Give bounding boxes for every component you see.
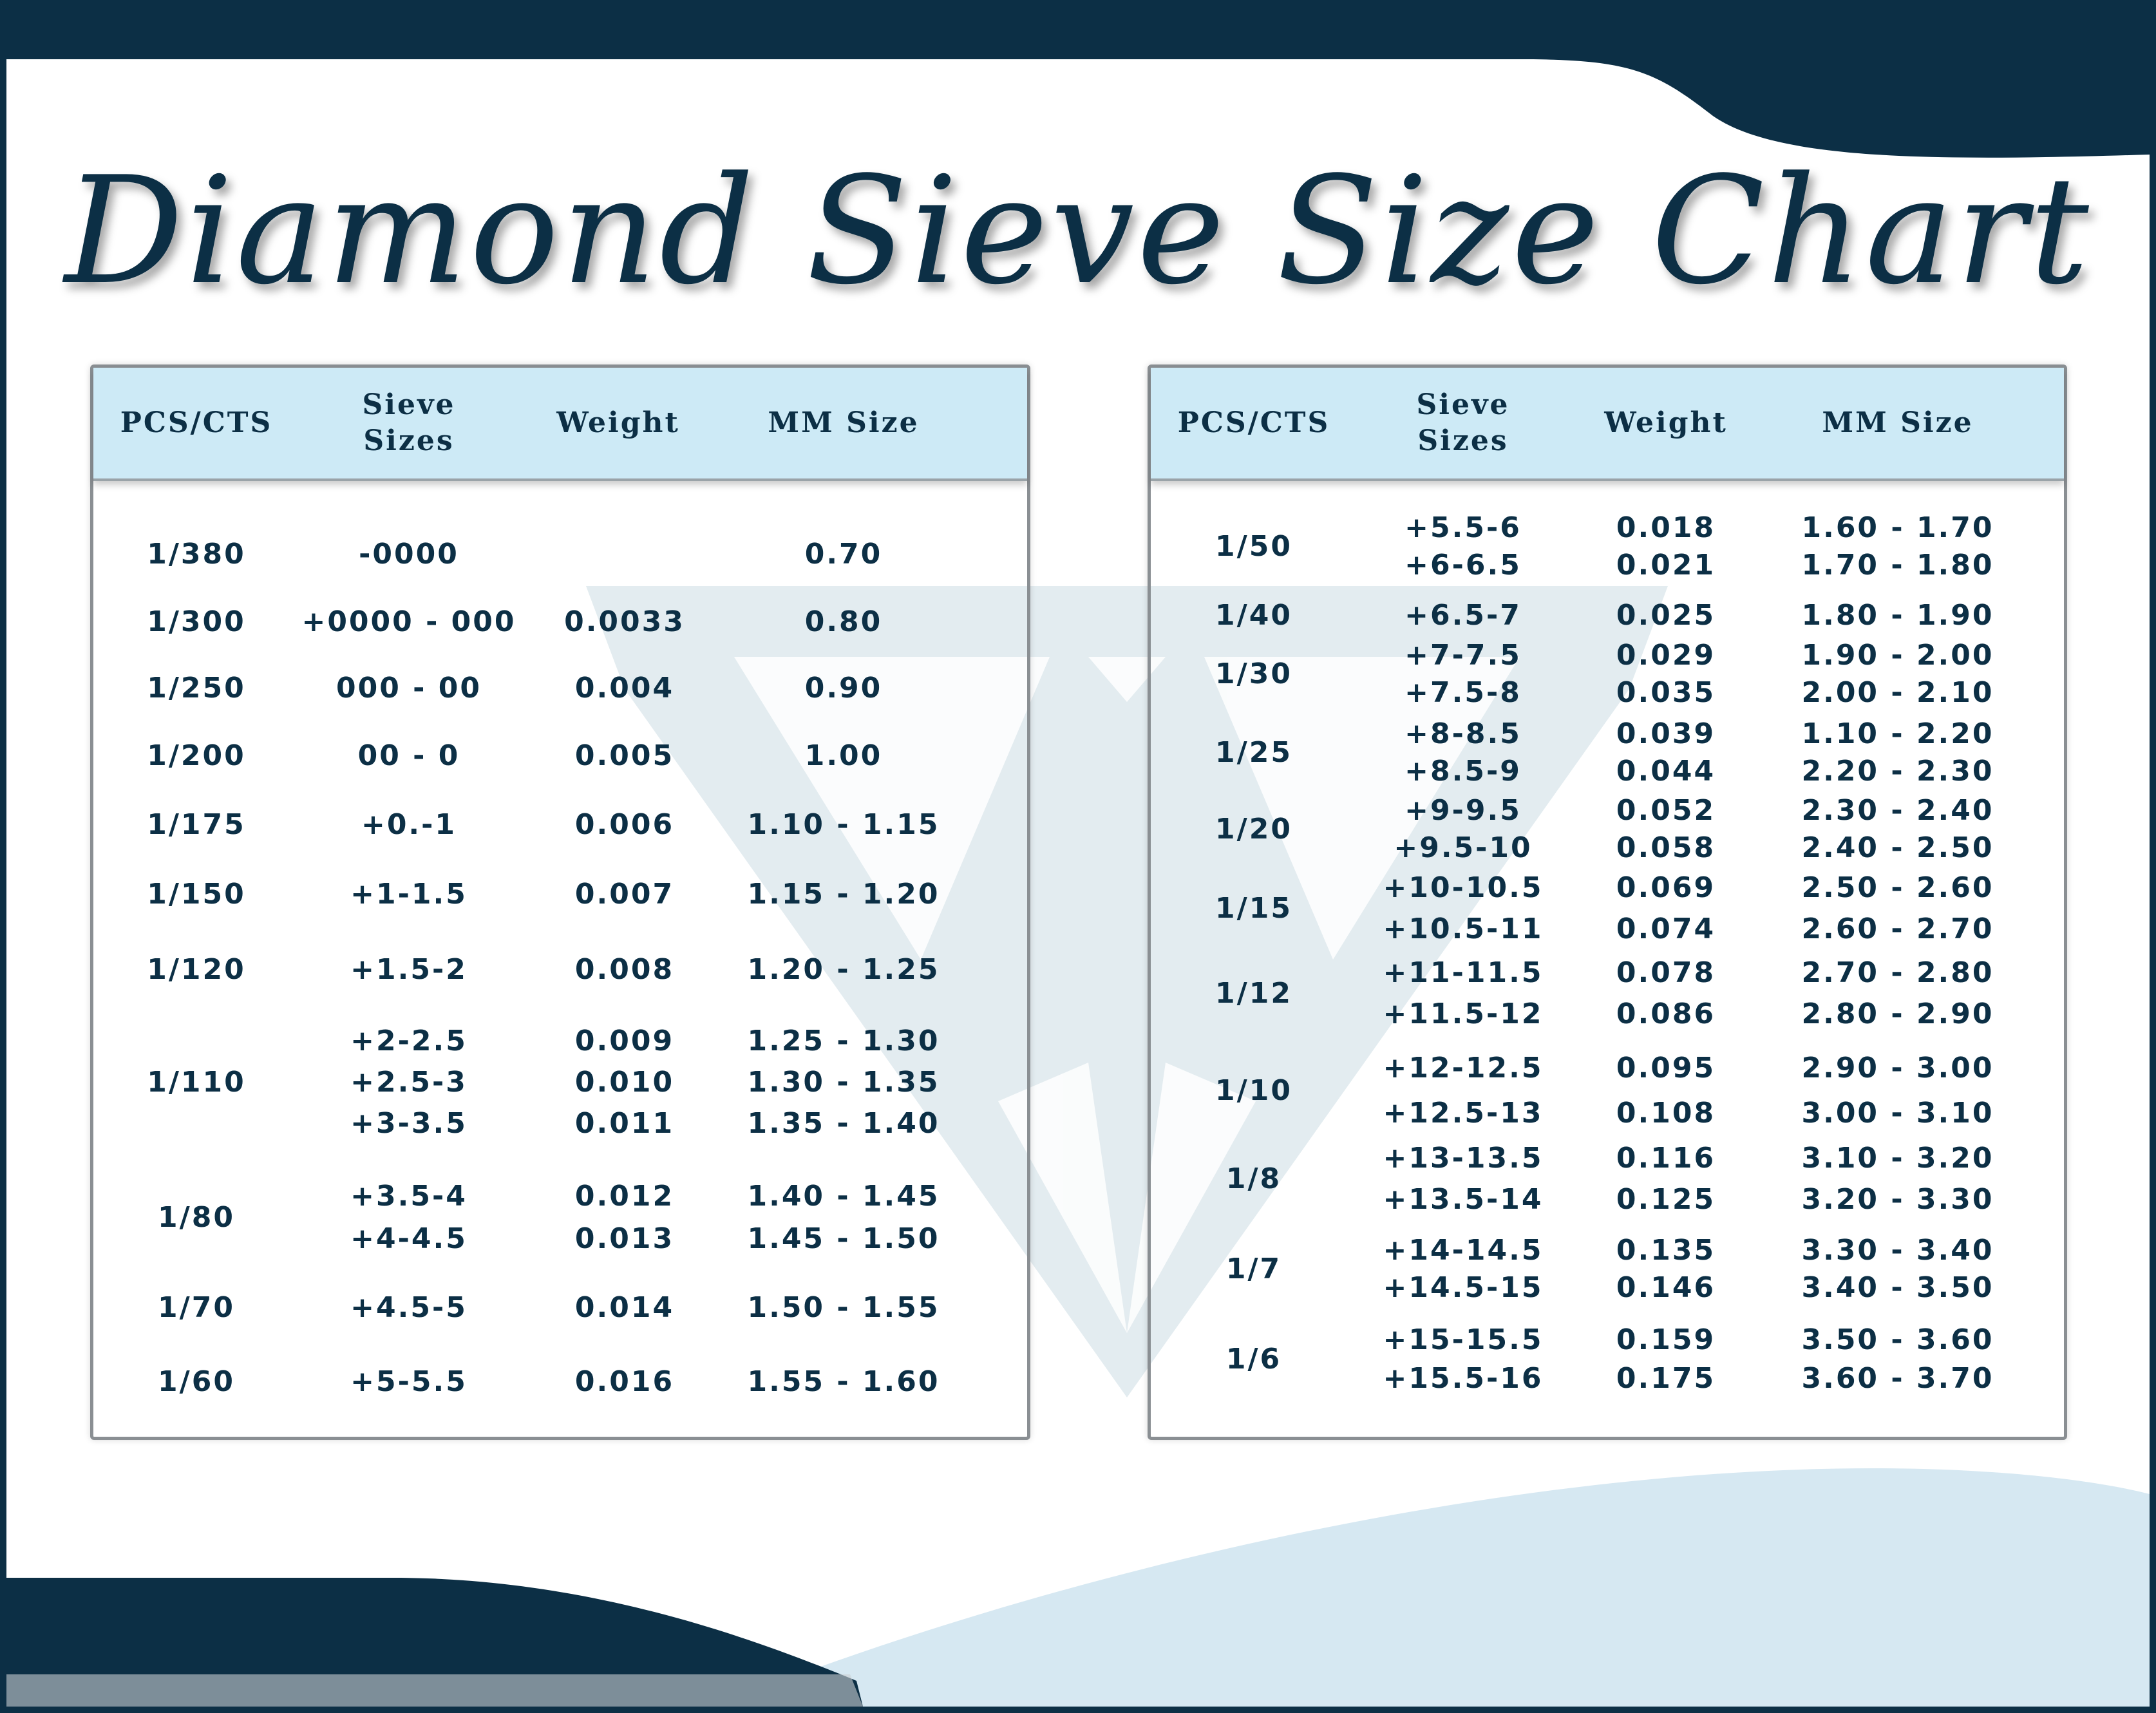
pcs-cell: 1/200 (147, 739, 246, 772)
weight-cell: 0.029 0.035 (1616, 639, 1716, 709)
weight-cell: 0.069 0.074 (1616, 871, 1716, 945)
sieve-cell: -0000 (359, 538, 459, 571)
weight-cell: 0.0033 (564, 605, 685, 638)
sieve-cell: +9-9.5 +9.5-10 (1394, 794, 1533, 864)
mm-cell: 0.80 (804, 605, 883, 638)
sieve-cell: +4.5-5 (350, 1291, 468, 1324)
pcs-cell: 1/80 (158, 1201, 235, 1234)
weight-cell: 0.006 (574, 808, 675, 841)
weight-cell: 0.135 0.146 (1616, 1234, 1716, 1304)
sieve-cell: +6.5-7 (1404, 599, 1522, 632)
weight-cell: 0.009 0.010 0.011 (574, 1025, 675, 1140)
col-mm-size: MM Size (1822, 406, 1974, 439)
pcs-cell: 1/300 (147, 605, 246, 638)
pcs-cell: 1/40 (1215, 599, 1292, 632)
mm-cell: 1.60 - 1.70 1.70 - 1.80 (1801, 511, 1994, 582)
weight-cell: 0.016 (574, 1365, 675, 1398)
weight-cell: 0.039 0.044 (1616, 717, 1716, 788)
sieve-cell: +5.5-6 +6-6.5 (1404, 511, 1522, 582)
pcs-cell: 1/25 (1215, 736, 1292, 769)
weight-cell: 0.014 (574, 1291, 675, 1324)
weight-cell: 0.008 (574, 953, 675, 986)
sieve-cell: +0.-1 (361, 808, 457, 841)
weight-cell: 0.095 0.108 (1616, 1052, 1716, 1130)
weight-cell: 0.018 0.021 (1616, 511, 1716, 582)
mm-cell: 1.50 - 1.55 (747, 1291, 940, 1324)
sieve-cell: +2-2.5 +2.5-3 +3-3.5 (350, 1025, 468, 1140)
pcs-cell: 1/30 (1215, 658, 1292, 690)
weight-cell: 0.116 0.125 (1616, 1142, 1716, 1216)
pcs-cell: 1/10 (1215, 1074, 1292, 1107)
pcs-cell: 1/70 (158, 1291, 235, 1324)
sieve-table-right (1148, 364, 2067, 1440)
mm-cell: 1.10 - 2.20 2.20 - 2.30 (1801, 717, 1994, 788)
weight-cell: 0.012 0.013 (574, 1180, 675, 1255)
pcs-cell: 1/12 (1215, 977, 1292, 1010)
pcs-cell: 1/175 (147, 808, 246, 841)
mm-cell: 2.70 - 2.80 2.80 - 2.90 (1801, 956, 1994, 1030)
bottom-light-wave (715, 1468, 2150, 1707)
mm-cell: 1.00 (804, 739, 883, 772)
sieve-cell: 00 - 0 (357, 739, 460, 772)
pcs-cell: 1/380 (147, 538, 246, 571)
pcs-cell: 1/110 (147, 1066, 246, 1099)
pcs-cell: 1/50 (1215, 530, 1292, 563)
table-header (1151, 368, 2064, 481)
sieve-table-left (90, 364, 1030, 1440)
sieve-cell: +7-7.5 +7.5-8 (1404, 639, 1522, 709)
col-weight: Weight (1604, 406, 1728, 439)
mm-cell: 1.15 - 1.20 (747, 878, 940, 911)
weight-cell (518, 522, 731, 587)
col-mm-size: MM Size (768, 406, 920, 439)
sieve-cell: +8-8.5 +8.5-9 (1404, 717, 1522, 788)
sieve-cell: +0000 - 000 (301, 605, 516, 638)
mm-cell: 1.55 - 1.60 (747, 1365, 940, 1398)
mm-cell: 3.50 - 3.60 3.60 - 3.70 (1801, 1323, 1994, 1395)
sieve-cell: +12-12.5 +12.5-13 (1383, 1052, 1544, 1130)
sieve-cell: +14-14.5 +14.5-15 (1383, 1234, 1544, 1304)
pcs-cell: 1/120 (147, 953, 246, 986)
mm-cell: 1.25 - 1.30 1.30 - 1.35 1.35 - 1.40 (747, 1025, 940, 1140)
mm-cell: 2.50 - 2.60 2.60 - 2.70 (1801, 871, 1994, 945)
sieve-cell: +5-5.5 (350, 1365, 468, 1398)
pcs-cell: 1/7 (1225, 1253, 1282, 1285)
mm-cell: 3.30 - 3.40 3.40 - 3.50 (1801, 1234, 1994, 1304)
pcs-cell: 1/8 (1225, 1162, 1282, 1195)
mm-cell: 2.30 - 2.40 2.40 - 2.50 (1801, 794, 1994, 864)
sieve-cell: +11-11.5 +11.5-12 (1383, 956, 1544, 1030)
weight-cell: 0.078 0.086 (1616, 956, 1716, 1030)
table-header (93, 368, 1027, 481)
col-pcs-cts: PCS/CTS (120, 406, 273, 439)
page-title: Diamond Sieve Size Chart (64, 146, 2092, 317)
col-pcs-cts: PCS/CTS (1177, 406, 1330, 439)
sieve-cell: +1-1.5 (350, 878, 468, 911)
sieve-cell: 000 - 00 (336, 672, 482, 705)
weight-cell: 0.004 (574, 672, 675, 705)
mm-cell: 1.40 - 1.45 1.45 - 1.50 (747, 1180, 940, 1255)
mm-cell: 1.10 - 1.15 (747, 808, 940, 841)
pcs-cell: 1/15 (1215, 892, 1292, 925)
pcs-cell: 1/60 (158, 1365, 235, 1398)
weight-cell: 0.025 (1616, 599, 1716, 632)
col-weight: Weight (556, 406, 680, 439)
pcs-cell: 1/6 (1225, 1343, 1282, 1376)
pcs-cell: 1/150 (147, 878, 246, 911)
mm-cell: 1.90 - 2.00 2.00 - 2.10 (1801, 639, 1994, 709)
sieve-cell: +10-10.5 +10.5-11 (1383, 871, 1544, 945)
weight-cell: 0.005 (574, 739, 675, 772)
col-sieve-sizes: Sieve Sizes (362, 388, 456, 457)
weight-cell: 0.007 (574, 878, 675, 911)
sieve-cell: +3.5-4 +4-4.5 (350, 1180, 468, 1255)
mm-cell: 0.70 (804, 538, 883, 571)
mm-cell: 1.20 - 1.25 (747, 953, 940, 986)
weight-cell: 0.159 0.175 (1616, 1323, 1716, 1395)
sieve-cell: +15-15.5 +15.5-16 (1383, 1323, 1544, 1395)
pcs-cell: 1/20 (1215, 813, 1292, 846)
col-sieve-sizes: Sieve Sizes (1416, 388, 1510, 457)
pcs-cell: 1/250 (147, 672, 246, 705)
chart-page (6, 6, 2150, 1707)
mm-cell: 2.90 - 3.00 3.00 - 3.10 (1801, 1052, 1994, 1130)
mm-cell: 1.80 - 1.90 (1801, 599, 1994, 632)
mm-cell: 3.10 - 3.20 3.20 - 3.30 (1801, 1142, 1994, 1216)
sieve-cell: +1.5-2 (350, 953, 468, 986)
weight-cell: 0.052 0.058 (1616, 794, 1716, 864)
sieve-cell: +13-13.5 +13.5-14 (1383, 1142, 1544, 1216)
mm-cell: 0.90 (804, 672, 883, 705)
